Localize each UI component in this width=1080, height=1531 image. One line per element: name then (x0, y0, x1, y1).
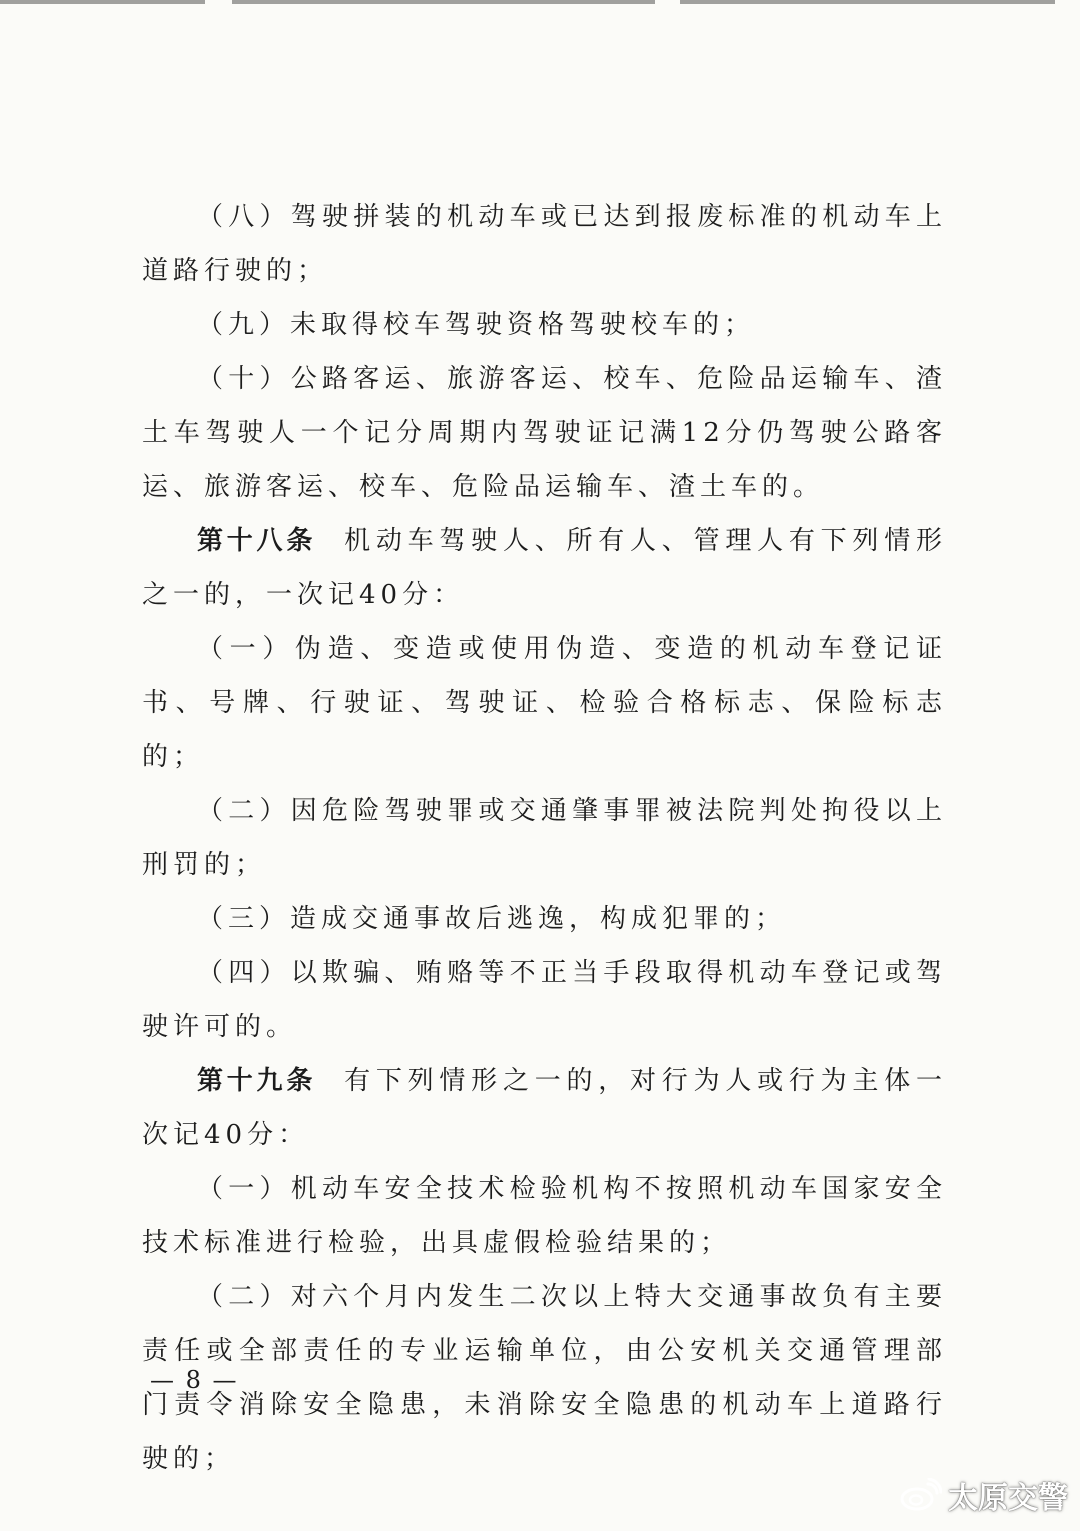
paragraph-clause-10 (142, 352, 947, 514)
paragraph-text: 机动车驾驶人、所有人、管理人有下列情形之一的，一次记40分： (142, 526, 947, 610)
article-heading: 第十九条 (197, 1066, 317, 1096)
watermark (900, 1473, 1068, 1517)
paragraph-text: （八）驾驶拼装的机动车或已达到报废标准的机动车上道路行驶的； (142, 202, 947, 286)
article-heading: 第十八条 (197, 526, 317, 556)
paragraph-text: （三）造成交通事故后逃逸，构成犯罪的； (197, 904, 787, 934)
article-19-clause-1 (142, 1162, 947, 1270)
paragraph-text: （四）以欺骗、贿赂等不正当手段取得机动车登记或驾驶许可的。 (142, 958, 947, 1042)
document-body (142, 190, 947, 1486)
article-19 (142, 1054, 947, 1162)
watermark-text: 太原交警 (948, 1481, 1068, 1516)
paragraph-text: （一）机动车安全技术检验机构不按照机动车国家安全技术标准进行检验，出具虚假检验结果的； (142, 1174, 947, 1258)
paragraph-text: 有下列情形之一的，对行为人或行为主体一次记40分： (142, 1066, 947, 1150)
paragraph-text: （二）对六个月内发生二次以上特大交通事故负有主要责任或全部责任的专业运输单位，由公安机关交通管理部门责令消除安全隐患，未消除安全隐患的机动车上道路行驶的； (142, 1282, 947, 1474)
paragraph-text: （一）伪造、变造或使用伪造、变造的机动车登记证书、号牌、行驶证、驾驶证、检验合格标志、保险标志的； (142, 634, 947, 772)
article-18-clause-2 (142, 784, 947, 892)
paragraph-text: （二）因危险驾驶罪或交通肇事罪被法院判处拘役以上刑罚的； (142, 796, 947, 880)
paragraph-text: （九）未取得校车驾驶资格驾驶校车的； (197, 310, 756, 340)
article-18-clause-3 (142, 892, 947, 946)
page-number: — 8 — (150, 1366, 239, 1394)
paragraph-text: （十）公路客运、旅游客运、校车、危险品运输车、渣土车驾驶人一个记分周期内驾驶证记满12分仍驾驶公路客运、旅游客运、校车、危险品运输车、渣土车的。 (142, 364, 947, 502)
article-18 (142, 514, 947, 622)
top-scan-edge (0, 0, 1080, 4)
article-18-clause-1 (142, 622, 947, 784)
article-19-clause-2 (142, 1270, 947, 1486)
paragraph-clause-8 (142, 190, 947, 298)
paragraph-clause-9 (142, 298, 947, 352)
article-18-clause-4 (142, 946, 947, 1054)
weibo-icon (900, 1478, 942, 1512)
